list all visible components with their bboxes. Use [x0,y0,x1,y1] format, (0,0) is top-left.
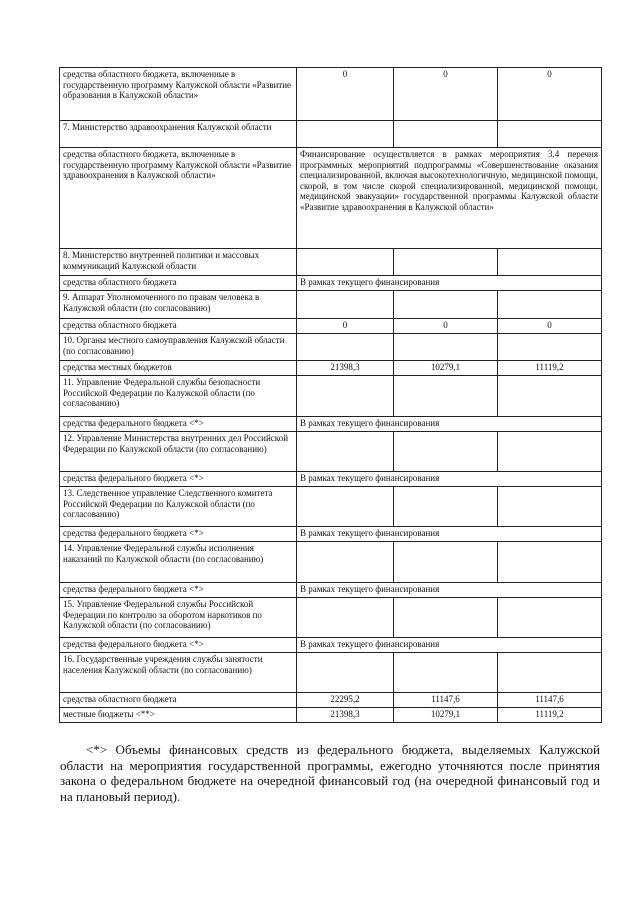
financing-note: В рамках текущего финансирования [297,638,602,653]
section-heading: 14. Управление Федеральной службы исполнения наказаний по Калужской области (по согласованию) [60,542,297,583]
section-heading: 8. Министерство внутренней политики и массовых коммуникаций Калужской области [60,249,297,276]
value-cell: 0 [394,319,498,334]
table-row [60,276,602,291]
section-heading: 7. Министерство здравоохранения Калужской области [60,121,297,148]
table-row [60,291,602,319]
table-row [60,68,602,121]
table-row [60,148,602,249]
table-row [60,487,602,527]
value-cell: 0 [498,68,602,121]
footnote-text: <*> Объемы финансовых средств из федерального бюджета, выделяемых Калужской области на мероприятия государственной программы, ежегодно уточняются после принятия закона о федеральном бюджете на очередной финансовый год (на очередной финансовый год и на плановый период). [60,742,600,804]
row-label: средства федерального бюджета <*> [60,527,297,542]
value-cell: 11119,2 [498,708,602,723]
value-cell: 11147,6 [498,693,602,708]
table-row [60,708,602,723]
section-heading: 9. Аппарат Уполномоченного по правам человека в Калужской области (по согласованию) [60,291,297,319]
table-row [60,334,602,361]
table-row [60,542,602,583]
footnote [60,742,600,804]
funding-table [59,67,602,723]
section-heading: 16. Государственные учреждения службы занятости населения Калужской области (по согласованию) [60,653,297,693]
value-cell: 22295,2 [297,693,394,708]
row-label: средства областного бюджета [60,693,297,708]
section-heading: 15. Управление Федеральной службы Российской Федерации по контролю за оборотом наркотиков по Калужской области (по согласованию) [60,598,297,638]
row-label: средства областного бюджета [60,319,297,334]
value-cell: 10279,1 [394,361,498,376]
row-label: местные бюджеты <**> [60,708,297,723]
row-label: средства федерального бюджета <*> [60,472,297,487]
table-row [60,638,602,653]
row-label: средства федерального бюджета <*> [60,583,297,598]
value-cell: 0 [297,68,394,121]
value-cell: 21398,3 [297,361,394,376]
table-row [60,598,602,638]
value-cell: 0 [498,319,602,334]
section-heading: 10. Органы местного самоуправления Калужской области (по согласованию) [60,334,297,361]
section-heading: 12. Управление Министерства внутренних дел Российской Федерации по Калужской области (по согласованию) [60,432,297,472]
table-row [60,376,602,417]
section-heading: 11. Управление Федеральной службы безопасности Российской Федерации по Калужской области (по согласованию) [60,376,297,417]
value-cell: 0 [297,319,394,334]
value-cell: 21398,3 [297,708,394,723]
financing-note: В рамках текущего финансирования [297,472,602,487]
table-row [60,319,602,334]
table-row [60,583,602,598]
financing-note: В рамках текущего финансирования [297,527,602,542]
value-cell: 11119,2 [498,361,602,376]
table-row [60,361,602,376]
table-row [60,653,602,693]
value-cell: 10279,1 [394,708,498,723]
value-cell: 0 [394,68,498,121]
section-heading: 13. Следственное управление Следственного комитета Российской Федерации по Калужской области (по согласованию) [60,487,297,527]
row-label: средства областного бюджета, включенные в государственную программу Калужской области «Развитие образования в Калужской области» [60,68,297,121]
row-label: средства федерального бюджета <*> [60,638,297,653]
financing-note: В рамках текущего финансирования [297,276,602,291]
table-row [60,432,602,472]
row-label: средства областного бюджета [60,276,297,291]
table-row [60,693,602,708]
row-label: средства областного бюджета, включенные в государственную программу Калужской области «Развитие здравоохранения в Калужской области» [60,148,297,249]
table-row [60,472,602,487]
table-row [60,417,602,432]
financing-note: В рамках текущего финансирования [297,583,602,598]
row-label: средства местных бюджетов [60,361,297,376]
table-row [60,121,602,148]
value-cell: 11147,6 [394,693,498,708]
row-label: средства федерального бюджета <*> [60,417,297,432]
table-row [60,249,602,276]
financing-note: В рамках текущего финансирования [297,417,602,432]
table-row [60,527,602,542]
financing-note: Финансирование осуществляется в рамках мероприятия 3.4 перечня программных мероприятий подпрограммы «Совершенствование оказания специализированной, включая высокотехнологичную, медицинской помощи, скорой, в том числе скорой специализированной, медицинской помощи, медицинской эвакуации» государственной программы Калужской области «Развитие здравоохранения в Калужской области» [297,148,602,249]
